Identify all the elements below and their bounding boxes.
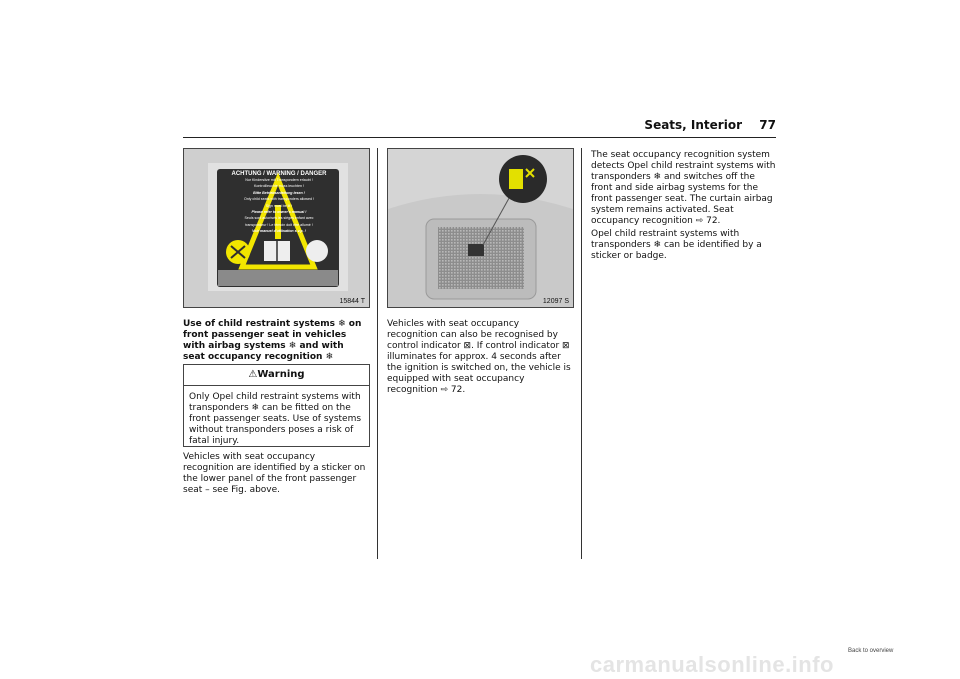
body-paragraph: Vehicles with seat occupancy recognition are identified by a sticker on the lower panel of the front passenger seat – see Fig. above. <box>183 452 366 495</box>
sticker-text-block <box>219 171 339 235</box>
sticker-line: Seuls sont autorisés les sièges enfant avec <box>244 216 314 221</box>
warning-text: Only Opel child restraint systems with transponders ❄ can be fitted on the front passenger seats. Use of systems without transponders poses a risk of fatal injury. <box>189 392 362 446</box>
sticker-line: Voir manuel d'utilisation s.v.p. ! <box>252 229 306 234</box>
child-seat-icon <box>306 240 328 262</box>
sticker-line: Kontrollleuchte muss leuchten ! <box>254 184 304 189</box>
sticker-line: Please refer to owner's manual ! <box>251 210 307 215</box>
sticker-line: transpondeur ! Le témoin doit être allumé ! <box>245 222 313 227</box>
sticker-line: Only child seats with transponders allowed ! <box>244 197 314 202</box>
body-paragraph: Opel child restraint systems with transponders ❄ can be identified by a sticker or badge. <box>591 229 762 261</box>
page-number: 77 <box>759 118 776 132</box>
body-paragraph: The seat occupancy recognition system detects Opel child restraint systems with transponders ❄ and switches off the front and side airbag systems for the front passenger seat. The curtain airbag system remains activated. Seat occupancy recognition ⇨ 72. <box>591 150 776 226</box>
warning-title: ⚠Warning <box>184 365 369 386</box>
indicator-figure <box>387 148 574 308</box>
column-divider-1 <box>377 148 378 559</box>
back-to-overview-link[interactable]: Back to overview <box>848 648 894 654</box>
watermark: carmanualsonline.info <box>590 652 834 677</box>
body-paragraph: Vehicles with seat occupancy recognition can also be recognised by control indicator ⊠. If control indicator ⊠ illuminates for approx. 4 seconds after the ignition is switched on, the vehicle is equipped with seat occupancy recognition ⇨ 72. <box>387 319 571 395</box>
speaker-grill <box>438 227 524 289</box>
sticker-line: Bitte Betriebsanleitung lesen ! <box>253 190 305 195</box>
figure-number: 15844 T <box>339 298 365 305</box>
warning-box <box>183 364 370 447</box>
sticker-line: Sign must be lit ! <box>265 203 293 208</box>
sticker-line: ACHTUNG / WARNING / DANGER <box>231 171 327 177</box>
figure-number: 12097 S <box>542 298 569 305</box>
sticker-line: Nur Kindersitze mit Transpondern erlaubt ! <box>245 178 313 182</box>
column-divider-2 <box>581 148 582 559</box>
section-heading: Use of child restraint systems ❄ on front passenger seat in vehicles with airbag systems ❄ and with seat occupancy recognition ❄ <box>183 319 362 362</box>
headliner-illustration <box>388 149 573 307</box>
header-rule <box>183 137 776 138</box>
section-title: Seats, Interior <box>644 118 742 132</box>
sticker-figure <box>183 148 370 308</box>
